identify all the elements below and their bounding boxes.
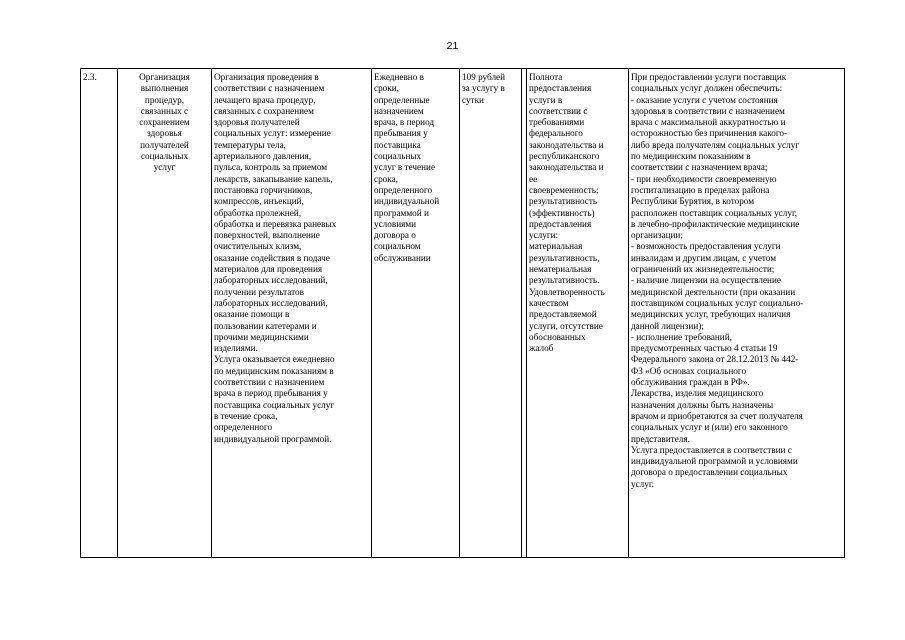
service-name-cell (118, 69, 212, 558)
service-conditions-cell (629, 69, 845, 558)
service-schedule: Ежедневно в сроки, определенные назначением врача, в период пребывания у поставщика социальных услуг в течение срока, определенного индивидуальной программой и условиями договора о социальном обслуживании (374, 72, 440, 263)
service-name: Организация выполнения процедур, связанных с сохранением здоровья получателей социальных услуг (139, 72, 190, 173)
services-table (80, 68, 845, 558)
quality-indicators: Полнота предоставления услуги в соответствии с требованиями федерального законодательства и республиканского законодательства и ее своевременность; результативность (эффективность) предоставления услуги: материальная результативность, нематериальная результативность. Удовлетворенность качеством предоставляемой услуги, отсутствие обоснованных жалоб (529, 72, 605, 354)
row-number: 2.3. (83, 72, 97, 82)
service-price: 109 рублей за услугу в сутки (462, 72, 506, 105)
table-row (81, 69, 845, 558)
service-schedule-cell (372, 69, 460, 558)
service-description-cell (212, 69, 372, 558)
service-description: Организация проведения в соответствии с назначением лечащего врача процедур, связанных с сохранением здоровья получателей социальных услуг: измерение температуры тела, артериального давления, пульса, контроль за приемом лекарств, закапывание капель, постановка горчичников, компрессов, инъекций, обработка пролежней, обработка и перевязка раневых поверхностей, выполнение очистительных клизм, оказание содействия в подаче материалов для проведения лабораторных исследований, получении результатов лабораторных исследований, оказание помощи в пользовании катетерами и прочими медицинскими изделиями. Услуга оказывается ежедневно по медицинским показаниям в соответствии с назначением врача в период пребывания у поставщика социальных услуг в течение срока, определенного индивидуальной программой. (214, 72, 337, 444)
service-price-cell (460, 69, 522, 558)
service-conditions: При предоставлении услуги поставщик социальных услуг должен обеспечить: - оказание услуги с учетом состояния здоровья в соответствии с назначением врача с максимальной аккуратностью и осторожностью без причинения какого- либо вреда получателям социальных услуг по медицинским показаниям в соответствии с назначением врача; - при необходимости своевременную госпитализацию в пределах района Республики Бурятия, в котором расположен поставщик социальных услуг, в лечебно-профилактические медицинские организации; - возможность предоставления услуги инвалидам и другим лицам, с учетом ограничений их жизнедеятельности; - наличие лицензии на осуществление медицинской деятельности (при оказании поставщиком социальных услуг социально- медицинских услуг, требующих наличия данной лицензии); - исполнение требований, предусмотренных частью 4 статьи 19 Федерального закона от 28.12.2013 № 442- ФЗ «Об основах социального обслуживания граждан в РФ». Лекарства, изделия медицинского назначения должны быть назначены врачом и приобретаются за счет получателя социальных услуг и (или) его законного представителя. Услуга предоставляется в соответствии с индивидуальной программой и условиями договора о предоставлении социальных услуг. (631, 72, 804, 489)
quality-indicators-cell (527, 69, 629, 558)
page-number: 21 (446, 40, 459, 52)
row-number-cell (81, 69, 118, 558)
